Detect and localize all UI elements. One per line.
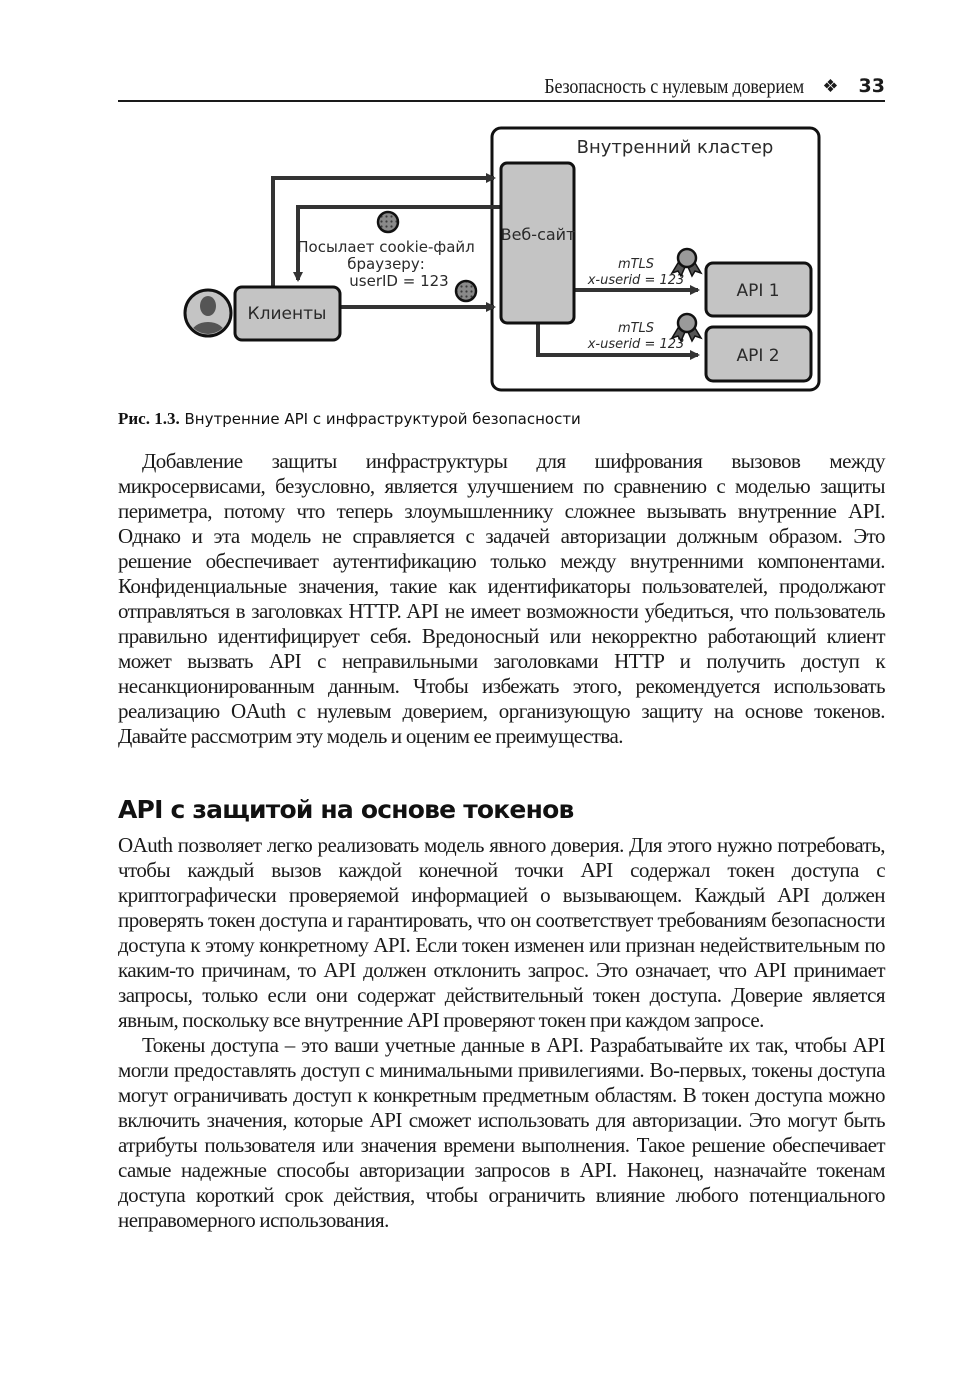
api1-node <box>706 263 811 316</box>
body-paragraph: OAuth позволяет легко реализовать модель явного доверия. Для этого нужно потребовать, чтобы каждый вызов каждой конечной точки API содержал токен доступа с криптографически проверяемой информацией о вызывающем. Каждый API должен проверять токен доступа и гарантировать, что он соответствует требованиям безопасности доступа к этому конкретному API. Если токен изменен или признан недействительным по каким-то причинам, то API должен отклонить запрос. Это означает, что API принимает запросы, только если они содержат действительный токен доступа. Доверие является явным, поскольку все внутренние API проверяют токен при каждом запросе. <box>118 833 885 1032</box>
svg-text:mTLS: mTLS <box>617 257 655 272</box>
cookie-note-line3: userID = 123 <box>349 272 449 290</box>
clients-node <box>235 287 340 340</box>
running-header <box>118 74 885 102</box>
figure-caption <box>118 409 581 429</box>
section-heading: API с защитой на основе токенов <box>118 795 574 824</box>
api2-label: API 2 <box>736 346 780 366</box>
cookie-icon <box>378 212 398 232</box>
body-section-block <box>118 833 885 1233</box>
user-avatar-icon <box>185 290 231 346</box>
cookie-note-line1: Посылает cookie-файл <box>297 238 475 256</box>
body-paragraph-1-block <box>118 449 885 749</box>
svg-text:x-userid = 123: x-userid = 123 <box>587 337 685 352</box>
api2-node <box>706 327 811 381</box>
cookie-icon <box>456 281 476 301</box>
body-paragraph: Токены доступа – это ваши учетные данные в API. Разрабатывайте их так, чтобы API могли предоставлять доступ с минимальными привилегиями. Во-первых, токены доступа могут ограничивать доступ к конкретным предметным областям. В токен доступа можно включить значения, которые API сможет использовать для авторизации. Это могут быть атрибуты пользователя или значения времени выполнения. Такое решение обеспечивает самые надежные способы авторизации запросов в API. Наконец, назначайте токенам доступа короткий срок действия, чтобы ограничить влияние любого потенциального неправомерного использования. <box>118 1033 885 1232</box>
website-label: Веб-сайт <box>500 225 576 244</box>
body-paragraph: Добавление защиты инфраструктуры для шифрования вызовов между микросервисами, безусловно, является улучшением по сравнению с моделью защиты периметра, потому что теперь злоумышленнику сложнее вызывать внутренние API. Однако и эта модель не справляется с задачей авторизации должным образом. Это решение обеспечивает аутентификацию только между внутренними компонентами. Конфиденциальные значения, такие как идентификаторы пользователей, продолжают отправляться в заголовках HTTP. API не имеет возможности убедиться, что пользователь правильно идентифицирует себя. Вредоносный или некорректно работающий клиент может вызвать API с неправильными заголовками HTTP и получить доступ к несанкционированным данным. Чтобы избежать этого, рекомендуется использовать реализацию OAuth с нулевым доверием, организующую защиту на основе токенов. Давайте рассмотрим эту модель и оценим ее преимущества. <box>118 449 885 748</box>
figure-caption-text: Внутренние API с инфраструктурой безопасности <box>179 410 581 428</box>
cookie-note-line2: браузеру: <box>347 255 425 273</box>
cluster-label: Внутренний кластер <box>576 137 774 158</box>
clients-label: Клиенты <box>247 304 327 324</box>
api1-label: API 1 <box>736 281 780 301</box>
svg-text:mTLS: mTLS <box>617 321 655 336</box>
page-number: 33 <box>858 75 885 97</box>
running-title: Безопасность с нулевым доверием <box>544 74 805 98</box>
figure-number: Рис. 1.3. <box>118 409 180 428</box>
ornament-icon: ❖ <box>822 76 839 96</box>
figure-diagram <box>170 120 830 400</box>
website-node <box>501 163 576 323</box>
svg-text:x-userid = 123: x-userid = 123 <box>587 273 685 288</box>
